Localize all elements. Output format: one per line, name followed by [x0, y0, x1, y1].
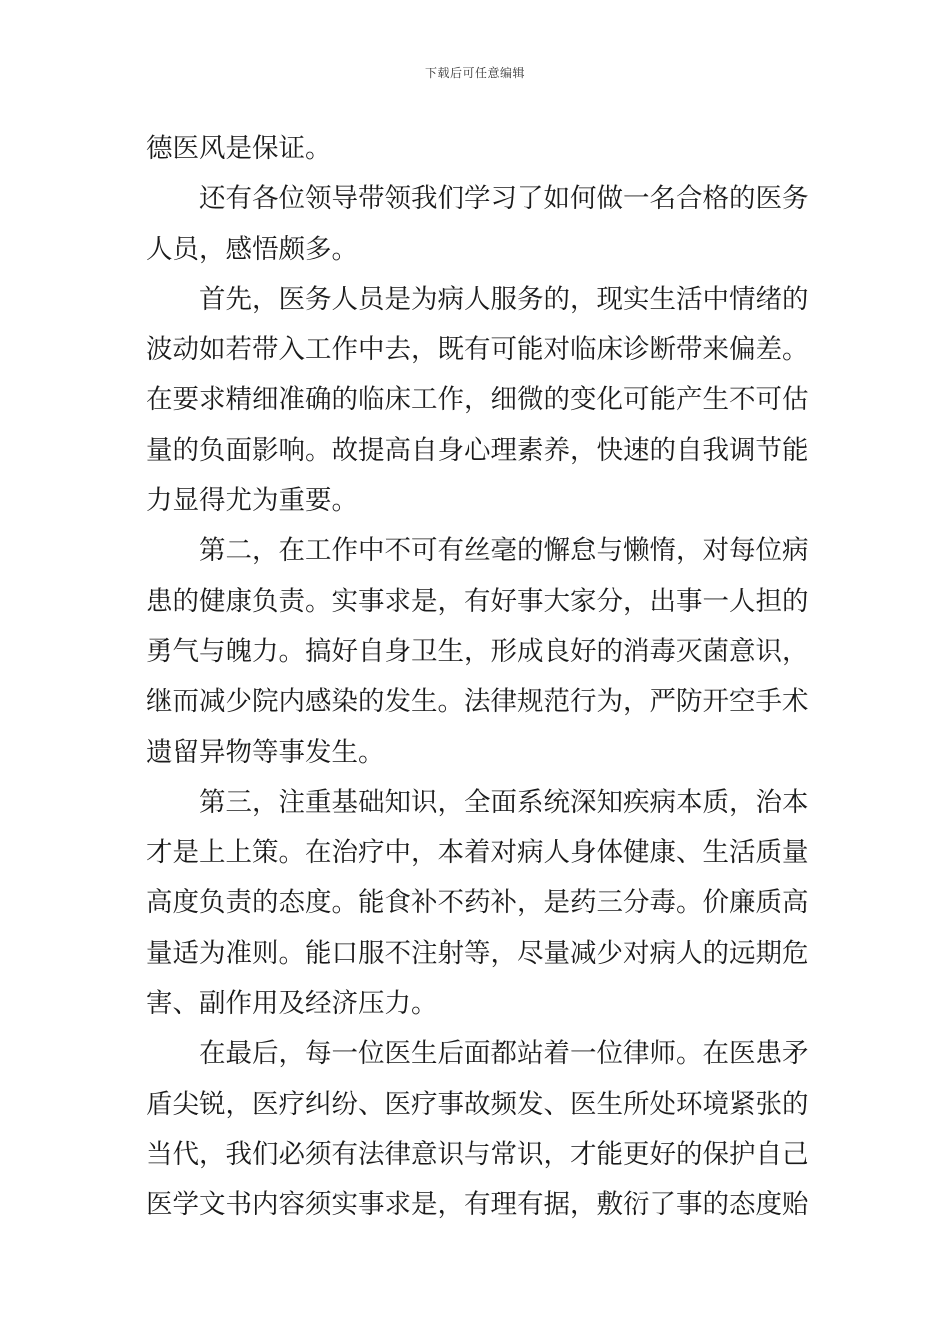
- body-line: 首先，医务人员是为病人服务的，现实生活中情绪的: [199, 283, 809, 315]
- body-line: 德医风是保证。: [146, 133, 332, 164]
- body-line: 继而减少院内感染的发生。法律规范行为，严防开空手术: [146, 686, 809, 718]
- body-line: 在要求精细准确的临床工作，细微的变化可能产生不可估: [146, 384, 809, 416]
- body-line: 波动如若带入工作中去，既有可能对临床诊断带来偏差。: [146, 334, 809, 366]
- document-body: [146, 124, 809, 1231]
- body-line: 第三，注重基础知识，全面系统深知疾病本质，治本: [199, 786, 809, 818]
- body-line: 还有各位领导带领我们学习了如何做一名合格的医务: [199, 183, 809, 215]
- body-line: 力显得尤为重要。: [146, 485, 358, 517]
- body-line: 遗留异物等事发生。: [146, 736, 385, 768]
- body-line: 第二，在工作中不可有丝毫的懈怠与懒惰，对每位病: [199, 535, 809, 567]
- body-line: 量适为准则。能口服不注射等，尽量减少对病人的远期危: [146, 937, 809, 969]
- body-line: 当代，我们必须有法律意识与常识，才能更好的保护自己: [146, 1138, 809, 1170]
- body-line: 患的健康负责。实事求是，有好事大家分，出事一人担的: [146, 585, 809, 617]
- body-line: 人员，感悟颇多。: [146, 233, 358, 265]
- body-line: 勇气与魄力。搞好自身卫生，形成良好的消毒灭菌意识，: [146, 635, 809, 667]
- body-line: 量的负面影响。故提高自身心理素养，快速的自我调节能: [146, 434, 809, 466]
- body-line: 盾尖锐，医疗纠纷、医疗事故频发、医生所处环境紧张的: [146, 1088, 809, 1120]
- page-header: 下载后可任意编辑: [424, 66, 525, 80]
- body-line: 高度负责的态度。能食补不药补，是药三分毒。价廉质高: [146, 887, 809, 919]
- body-line: 医学文书内容须实事求是，有理有据，敷衍了事的态度贻: [146, 1189, 809, 1221]
- body-line: 才是上上策。在治疗中，本着对病人身体健康、生活质量: [146, 837, 809, 869]
- body-line: 害、副作用及经济压力。: [146, 988, 438, 1020]
- body-line: 在最后，每一位医生后面都站着一位律师。在医患矛: [199, 1038, 809, 1070]
